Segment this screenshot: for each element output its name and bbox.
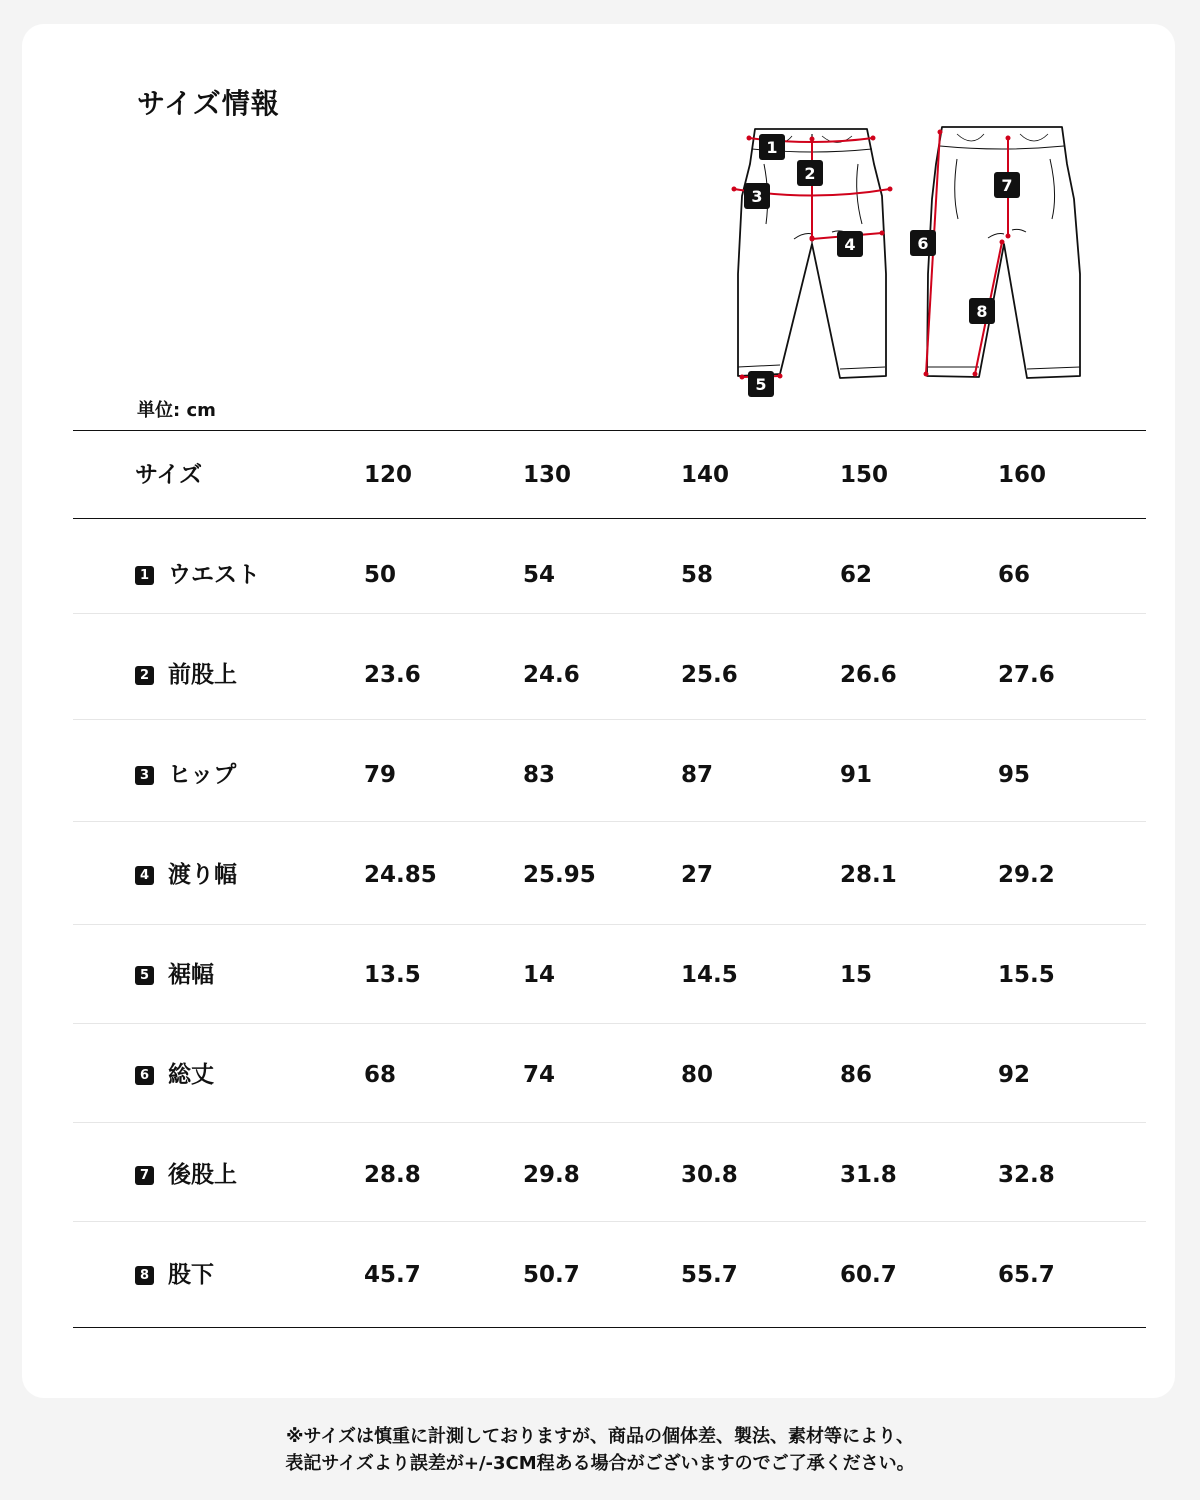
table-cell: 32.8 bbox=[998, 1162, 1055, 1188]
row-number-badge: 5 bbox=[135, 966, 154, 985]
unit-label: 単位: cm bbox=[137, 400, 216, 421]
table-cell: 27 bbox=[681, 862, 714, 888]
table-row-length bbox=[73, 1060, 1146, 1090]
row-number-badge: 6 bbox=[135, 1066, 154, 1085]
table-cell: 55.7 bbox=[681, 1262, 738, 1288]
row-number-badge: 7 bbox=[135, 1166, 154, 1185]
measurement-arrowheads bbox=[732, 130, 1011, 380]
table-cell: 14.5 bbox=[681, 962, 738, 988]
table-cell: 86 bbox=[840, 1062, 873, 1088]
table-cell: 50.7 bbox=[523, 1262, 580, 1288]
table-cell: 26.6 bbox=[840, 662, 897, 688]
table-cell: 29.8 bbox=[523, 1162, 580, 1188]
table-top-rule bbox=[73, 430, 1146, 431]
svg-text:6: 6 bbox=[917, 234, 929, 253]
table-cell: 65.7 bbox=[998, 1262, 1055, 1288]
row-divider bbox=[73, 924, 1146, 925]
table-cell: 58 bbox=[681, 562, 714, 588]
table-cell: 91 bbox=[840, 762, 873, 788]
row-label: 後股上 bbox=[168, 1162, 237, 1188]
table-cell: 79 bbox=[364, 762, 397, 788]
marker-1 bbox=[759, 134, 785, 160]
row-divider bbox=[73, 1221, 1146, 1222]
table-cell: 28.8 bbox=[364, 1162, 421, 1188]
disclaimer-line-2: 表記サイズより誤差が+/-3CM程ある場合がございますのでご了承ください。 bbox=[285, 1453, 915, 1474]
table-cell: 54 bbox=[523, 562, 556, 588]
table-cell: 60.7 bbox=[840, 1262, 897, 1288]
row-divider bbox=[73, 719, 1146, 720]
row-divider bbox=[73, 821, 1146, 822]
table-cell: 24.85 bbox=[364, 862, 437, 888]
table-cell: 13.5 bbox=[364, 962, 421, 988]
row-number-badge: 1 bbox=[135, 566, 154, 585]
table-cell: 50 bbox=[364, 562, 397, 588]
row-number-badge: 8 bbox=[135, 1266, 154, 1285]
row-number-badge: 3 bbox=[135, 766, 154, 785]
header-140: 140 bbox=[681, 462, 730, 488]
table-cell: 45.7 bbox=[364, 1262, 421, 1288]
table-cell: 66 bbox=[998, 562, 1031, 588]
table-cell: 83 bbox=[523, 762, 556, 788]
page-title: サイズ情報 bbox=[137, 87, 280, 120]
row-label: ウエスト bbox=[168, 562, 260, 588]
table-row-back-rise bbox=[73, 1160, 1146, 1190]
table-cell: 29.2 bbox=[998, 862, 1055, 888]
disclaimer-line-1: ※サイズは慎重に計測しておりますが、商品の個体差、製法、素材等により、 bbox=[285, 1426, 915, 1447]
table-row-front-rise bbox=[73, 660, 1146, 690]
table-cell: 24.6 bbox=[523, 662, 580, 688]
disclaimer-note bbox=[0, 1423, 1200, 1477]
svg-text:7: 7 bbox=[1001, 176, 1013, 195]
row-label: ヒップ bbox=[168, 762, 237, 788]
table-cell: 95 bbox=[998, 762, 1031, 788]
marker-4 bbox=[837, 231, 863, 257]
table-cell: 62 bbox=[840, 562, 873, 588]
table-cell: 15 bbox=[840, 962, 873, 988]
table-row-waist bbox=[73, 560, 1146, 590]
marker-5 bbox=[748, 371, 774, 397]
table-cell: 92 bbox=[998, 1062, 1031, 1088]
row-number-badge: 2 bbox=[135, 666, 154, 685]
table-bottom-rule bbox=[73, 1327, 1146, 1328]
marker-2 bbox=[797, 160, 823, 186]
header-130: 130 bbox=[523, 462, 572, 488]
row-label: 前股上 bbox=[168, 662, 237, 688]
row-number-badge: 4 bbox=[135, 866, 154, 885]
row-label: 渡り幅 bbox=[168, 862, 237, 888]
marker-8 bbox=[969, 298, 995, 324]
header-size: サイズ bbox=[135, 462, 203, 488]
table-cell: 23.6 bbox=[364, 662, 421, 688]
table-row-thigh bbox=[73, 860, 1146, 890]
row-label: 裾幅 bbox=[168, 962, 214, 988]
table-header-rule bbox=[73, 518, 1146, 519]
table-cell: 28.1 bbox=[840, 862, 897, 888]
table-row-hem bbox=[73, 960, 1146, 990]
header-150: 150 bbox=[840, 462, 889, 488]
row-label: 股下 bbox=[168, 1262, 214, 1288]
marker-3 bbox=[744, 183, 770, 209]
row-label: 総丈 bbox=[168, 1062, 214, 1088]
svg-text:2: 2 bbox=[804, 164, 816, 183]
table-cell: 30.8 bbox=[681, 1162, 738, 1188]
row-divider bbox=[73, 1023, 1146, 1024]
table-cell: 80 bbox=[681, 1062, 714, 1088]
table-cell: 74 bbox=[523, 1062, 556, 1088]
svg-text:5: 5 bbox=[755, 375, 767, 394]
measurement-lines bbox=[734, 132, 1008, 377]
table-header-row bbox=[73, 460, 1146, 490]
pants-measurement-diagram bbox=[702, 94, 1122, 414]
marker-6 bbox=[910, 230, 936, 256]
table-row-hip bbox=[73, 760, 1146, 790]
svg-text:4: 4 bbox=[844, 235, 856, 254]
marker-7 bbox=[994, 172, 1020, 198]
svg-text:1: 1 bbox=[766, 138, 778, 157]
back-pants-outline bbox=[927, 127, 1080, 378]
table-row-inseam bbox=[73, 1260, 1146, 1290]
row-divider bbox=[73, 1122, 1146, 1123]
table-cell: 27.6 bbox=[998, 662, 1055, 688]
header-160: 160 bbox=[998, 462, 1047, 488]
row-divider bbox=[73, 613, 1146, 614]
svg-text:8: 8 bbox=[976, 302, 988, 321]
table-cell: 68 bbox=[364, 1062, 397, 1088]
table-cell: 31.8 bbox=[840, 1162, 897, 1188]
table-cell: 25.6 bbox=[681, 662, 738, 688]
table-cell: 87 bbox=[681, 762, 714, 788]
header-120: 120 bbox=[364, 462, 413, 488]
table-cell: 15.5 bbox=[998, 962, 1055, 988]
svg-text:3: 3 bbox=[751, 187, 763, 206]
table-cell: 25.95 bbox=[523, 862, 596, 888]
table-cell: 14 bbox=[523, 962, 556, 988]
size-info-card bbox=[22, 24, 1175, 1398]
